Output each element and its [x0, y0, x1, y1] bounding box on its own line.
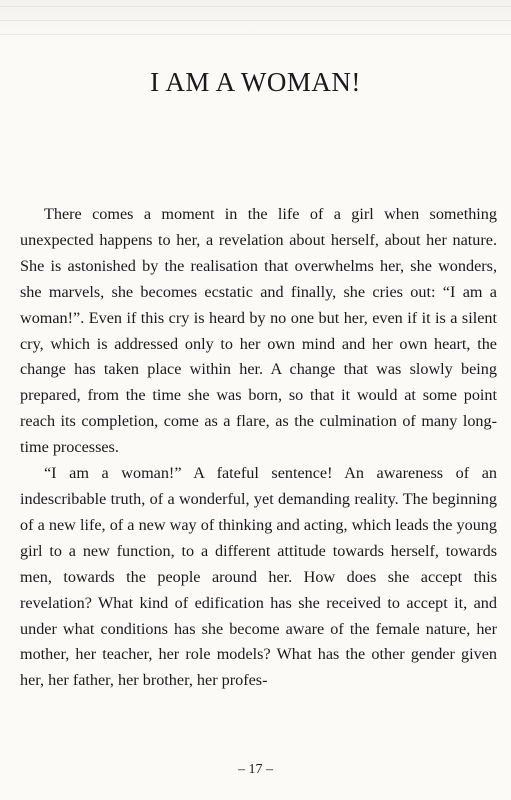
- chapter-body: [20, 202, 497, 694]
- paragraph-2: “I am a woman!” A fateful sentence! An awareness of an indescribable truth, of a wonderful, yet demanding reality. The beginning of a new life, of a new way of thinking and acting, which leads the young girl to a new function, to a different attitude towards herself, towards men, towards the people around her. How does she accept this revelation? What kind of edification has she received to accept it, and under what conditions has she become aware of the female nature, her mother, her teacher, her role models? What has the other gender given her, her father, her brother, her profes-: [20, 464, 497, 690]
- paragraph-1: There comes a moment in the life of a girl when something unexpected happens to her, a revelation about herself, about her nature. She is astonished by the realisation that overwhelms her, she wonders, she marvels, she becomes ecstatic and finally, she cries out: “I am a woman!”. Even if this cry is heard by no one but her, even if it is a silent cry, which is addressed only to her own mind and her own heart, the change has taken place within her. A change that was slowly being prepared, from the time she was born, so that it would at some point reach its completion, come as a flare, as the culmination of many long-time processes.: [20, 205, 497, 457]
- show-through-text: [0, 0, 511, 40]
- page-number: – 17 –: [238, 762, 273, 777]
- chapter-title: I AM A WOMAN!: [150, 67, 361, 97]
